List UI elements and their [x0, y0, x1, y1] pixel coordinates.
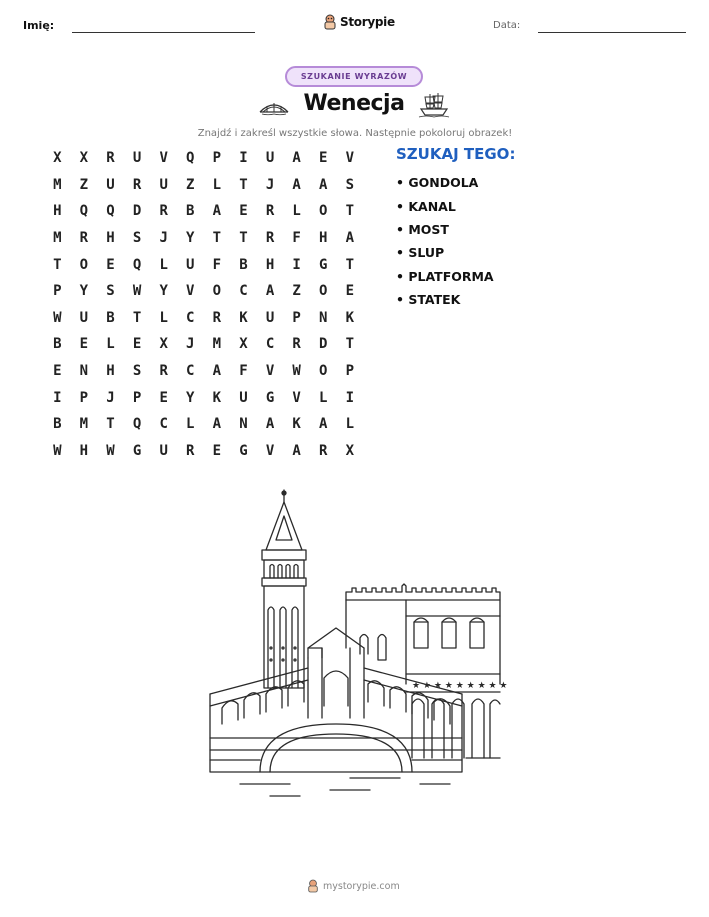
grid-cell[interactable]: A	[292, 176, 301, 193]
grid-cell[interactable]: P	[212, 150, 222, 167]
word-list-item: • GONDOLA	[396, 175, 479, 191]
grid-cell[interactable]: S	[132, 363, 142, 380]
page-title: Wenecja	[303, 91, 405, 116]
grid-cell[interactable]: C	[159, 416, 168, 433]
grid-cell[interactable]: R	[186, 442, 195, 459]
grid-cell[interactable]: C	[265, 336, 275, 353]
grid-cell[interactable]: A	[345, 230, 355, 247]
grid-cell[interactable]: U	[106, 176, 115, 193]
grid-cell[interactable]: U	[132, 150, 142, 167]
grid-cell[interactable]: B	[239, 256, 248, 273]
grid-cell[interactable]: R	[212, 309, 222, 326]
grid-cell[interactable]: W	[132, 283, 142, 300]
grid-cell[interactable]: X	[159, 336, 168, 353]
grid-cell[interactable]: V	[186, 283, 195, 300]
grid-cell[interactable]: M	[212, 336, 222, 353]
grid-cell[interactable]: R	[292, 336, 301, 353]
grid-cell[interactable]: V	[292, 389, 301, 406]
grid-cell[interactable]: L	[292, 203, 301, 220]
grid-cell[interactable]: P	[53, 283, 62, 300]
grid-cell[interactable]: Z	[186, 176, 195, 193]
grid-cell[interactable]: E	[53, 363, 62, 380]
grid-cell[interactable]: U	[239, 389, 248, 406]
grid-cell[interactable]: T	[53, 256, 62, 273]
grid-cell[interactable]: K	[345, 309, 355, 326]
grid-cell[interactable]: N	[239, 416, 248, 433]
grid-cell[interactable]: L	[106, 336, 115, 353]
grid-cell[interactable]: T	[239, 230, 248, 247]
grid-cell[interactable]: S	[345, 176, 355, 193]
grid-cell[interactable]: P	[79, 389, 89, 406]
grid-cell[interactable]: E	[106, 256, 115, 273]
grid-cell[interactable]: E	[79, 336, 89, 353]
grid-cell[interactable]: Q	[132, 416, 142, 433]
grid-cell[interactable]: A	[265, 416, 275, 433]
grid-cell[interactable]: L	[186, 416, 195, 433]
grid-cell[interactable]: T	[212, 230, 222, 247]
grid-cell[interactable]: U	[265, 150, 275, 167]
grid-cell[interactable]: X	[79, 150, 89, 167]
grid-cell[interactable]: Y	[186, 230, 195, 247]
grid-cell[interactable]: V	[265, 363, 275, 380]
word-list	[396, 171, 494, 311]
storypie-mascot-icon	[323, 14, 337, 30]
grid-cell[interactable]: X	[53, 150, 62, 167]
grid-cell[interactable]: A	[212, 203, 222, 220]
grid-cell[interactable]: P	[345, 363, 355, 380]
grid-cell[interactable]: G	[265, 389, 275, 406]
grid-cell[interactable]: A	[212, 363, 222, 380]
grid-cell[interactable]: A	[292, 442, 301, 459]
grid-cell[interactable]: Q	[132, 256, 142, 273]
grid-cell[interactable]: J	[265, 176, 275, 193]
grid-cell[interactable]: O	[79, 256, 89, 273]
grid-cell[interactable]: I	[345, 389, 355, 406]
word-list-heading: SZUKAJ TEGO:	[396, 145, 516, 163]
date-write-line[interactable]	[538, 32, 686, 33]
grid-cell[interactable]: I	[292, 256, 301, 273]
grid-cell[interactable]: B	[106, 309, 115, 326]
grid-cell[interactable]: R	[265, 203, 275, 220]
grid-cell[interactable]: D	[319, 336, 328, 353]
instructions: Znajdź i zakreśl wszystkie słowa. Następnie pokoloruj obrazek!	[197, 128, 513, 139]
grid-cell[interactable]: Z	[79, 176, 89, 193]
grid-cell[interactable]: E	[345, 283, 355, 300]
grid-cell[interactable]: A	[319, 176, 328, 193]
brand-name: Storypie	[340, 15, 395, 29]
grid-cell[interactable]: C	[186, 309, 195, 326]
grid-cell[interactable]: Q	[79, 203, 89, 220]
grid-cell[interactable]: S	[106, 283, 115, 300]
grid-cell[interactable]: O	[319, 283, 328, 300]
venice-coloring-illustration[interactable]	[200, 488, 510, 802]
brand-logo	[323, 12, 395, 32]
grid-cell[interactable]: M	[53, 176, 62, 193]
grid-cell[interactable]: E	[132, 336, 142, 353]
grid-cell[interactable]: L	[212, 176, 222, 193]
word-list-item: • SLUP	[396, 245, 445, 261]
grid-cell[interactable]: B	[53, 336, 62, 353]
grid-cell[interactable]: G	[132, 442, 142, 459]
grid-cell[interactable]: Y	[159, 283, 168, 300]
grid-cell[interactable]: Z	[292, 283, 301, 300]
grid-cell[interactable]: E	[159, 389, 168, 406]
grid-cell[interactable]: H	[53, 203, 62, 220]
word-list-item: • MOST	[396, 221, 449, 237]
grid-cell[interactable]: R	[159, 203, 168, 220]
grid-cell[interactable]: T	[239, 176, 248, 193]
grid-cell[interactable]: H	[265, 256, 275, 273]
grid-cell[interactable]: L	[159, 256, 168, 273]
grid-cell[interactable]: E	[212, 442, 222, 459]
grid-cell[interactable]: O	[319, 363, 328, 380]
grid-cell[interactable]: U	[265, 309, 275, 326]
grid-cell[interactable]: B	[53, 416, 62, 433]
grid-cell[interactable]: C	[239, 283, 248, 300]
grid-cell[interactable]: J	[106, 389, 115, 406]
grid-cell[interactable]: A	[212, 416, 222, 433]
grid-cell[interactable]: F	[239, 363, 248, 380]
grid-cell[interactable]: M	[53, 230, 62, 247]
grid-cell[interactable]: C	[186, 363, 195, 380]
grid-cell[interactable]: G	[319, 256, 328, 273]
grid-cell[interactable]: M	[79, 416, 89, 433]
grid-cell[interactable]: L	[159, 309, 168, 326]
grid-cell[interactable]: V	[345, 150, 355, 167]
grid-cell[interactable]: U	[159, 176, 168, 193]
date-label: Data:	[493, 20, 521, 31]
grid-cell[interactable]: R	[159, 363, 168, 380]
grid-cell[interactable]: W	[292, 363, 301, 380]
storypie-mascot-icon	[307, 879, 319, 893]
grid-cell[interactable]: A	[292, 150, 301, 167]
gondola-bridge-icon	[258, 96, 290, 116]
grid-cell[interactable]: W	[53, 442, 62, 459]
grid-cell[interactable]: O	[212, 283, 222, 300]
svg-text:★ ★ ★ ★ ★ ★ ★ ★ ★: ★ ★ ★ ★ ★ ★ ★ ★ ★	[412, 681, 508, 691]
grid-cell[interactable]: H	[106, 363, 115, 380]
footer	[307, 879, 400, 893]
grid-cell[interactable]: H	[319, 230, 328, 247]
grid-cell[interactable]: A	[319, 416, 328, 433]
grid-cell[interactable]: V	[159, 150, 168, 167]
word-list-item: • PLATFORMA	[396, 268, 494, 284]
grid-cell[interactable]: U	[79, 309, 89, 326]
grid-cell[interactable]: T	[106, 416, 115, 433]
grid-cell[interactable]: W	[53, 309, 62, 326]
word-list-item: • STATEK	[396, 292, 461, 308]
grid-cell[interactable]: F	[292, 230, 301, 247]
grid-cell[interactable]: K	[292, 416, 301, 433]
grid-cell[interactable]: H	[106, 230, 115, 247]
grid-cell[interactable]: U	[186, 256, 195, 273]
grid-cell[interactable]: S	[132, 230, 142, 247]
grid-cell[interactable]: B	[186, 203, 195, 220]
grid-cell[interactable]: E	[319, 150, 328, 167]
grid-cell[interactable]: T	[345, 336, 355, 353]
grid-cell[interactable]: I	[239, 150, 248, 167]
grid-cell[interactable]: U	[159, 442, 168, 459]
grid-cell[interactable]: F	[212, 256, 222, 273]
grid-cell[interactable]: J	[159, 230, 168, 247]
grid-cell[interactable]: V	[265, 442, 275, 459]
grid-cell[interactable]: P	[292, 309, 301, 326]
grid-cell[interactable]: T	[132, 309, 142, 326]
grid-cell[interactable]: L	[319, 389, 328, 406]
grid-cell[interactable]: E	[239, 203, 248, 220]
grid-cell[interactable]: G	[239, 442, 248, 459]
grid-cell[interactable]: N	[319, 309, 328, 326]
word-list-item: • KANAL	[396, 198, 456, 214]
activity-badge: SZUKANIE WYRAZÓW	[285, 66, 423, 87]
grid-cell[interactable]: P	[132, 389, 142, 406]
grid-cell[interactable]: R	[79, 230, 89, 247]
grid-cell[interactable]: K	[239, 309, 248, 326]
grid-cell[interactable]: L	[345, 416, 355, 433]
grid-cell[interactable]: W	[106, 442, 115, 459]
grid-cell[interactable]: Y	[186, 389, 195, 406]
grid-cell[interactable]: O	[319, 203, 328, 220]
grid-cell[interactable]: Q	[186, 150, 195, 167]
grid-cell[interactable]: Q	[106, 203, 115, 220]
grid-cell[interactable]: A	[265, 283, 275, 300]
grid-cell[interactable]: T	[345, 203, 355, 220]
name-label: Imię:	[23, 19, 55, 32]
grid-cell[interactable]: T	[345, 256, 355, 273]
name-write-line[interactable]	[72, 32, 255, 33]
grid-cell[interactable]: X	[345, 442, 355, 459]
grid-cell[interactable]: I	[53, 389, 62, 406]
sailing-ship-icon	[418, 90, 450, 118]
grid-cell[interactable]: R	[106, 150, 115, 167]
footer-url: mystorypie.com	[323, 880, 400, 892]
grid-cell[interactable]: H	[79, 442, 89, 459]
grid-cell[interactable]: R	[319, 442, 328, 459]
grid-cell[interactable]: R	[132, 176, 142, 193]
grid-cell[interactable]: N	[79, 363, 89, 380]
grid-cell[interactable]: D	[132, 203, 142, 220]
grid-cell[interactable]: X	[239, 336, 248, 353]
grid-cell[interactable]: R	[265, 230, 275, 247]
grid-cell[interactable]: J	[186, 336, 195, 353]
grid-cell[interactable]: K	[212, 389, 222, 406]
word-search-grid[interactable]	[44, 145, 363, 464]
grid-cell[interactable]: Y	[79, 283, 89, 300]
